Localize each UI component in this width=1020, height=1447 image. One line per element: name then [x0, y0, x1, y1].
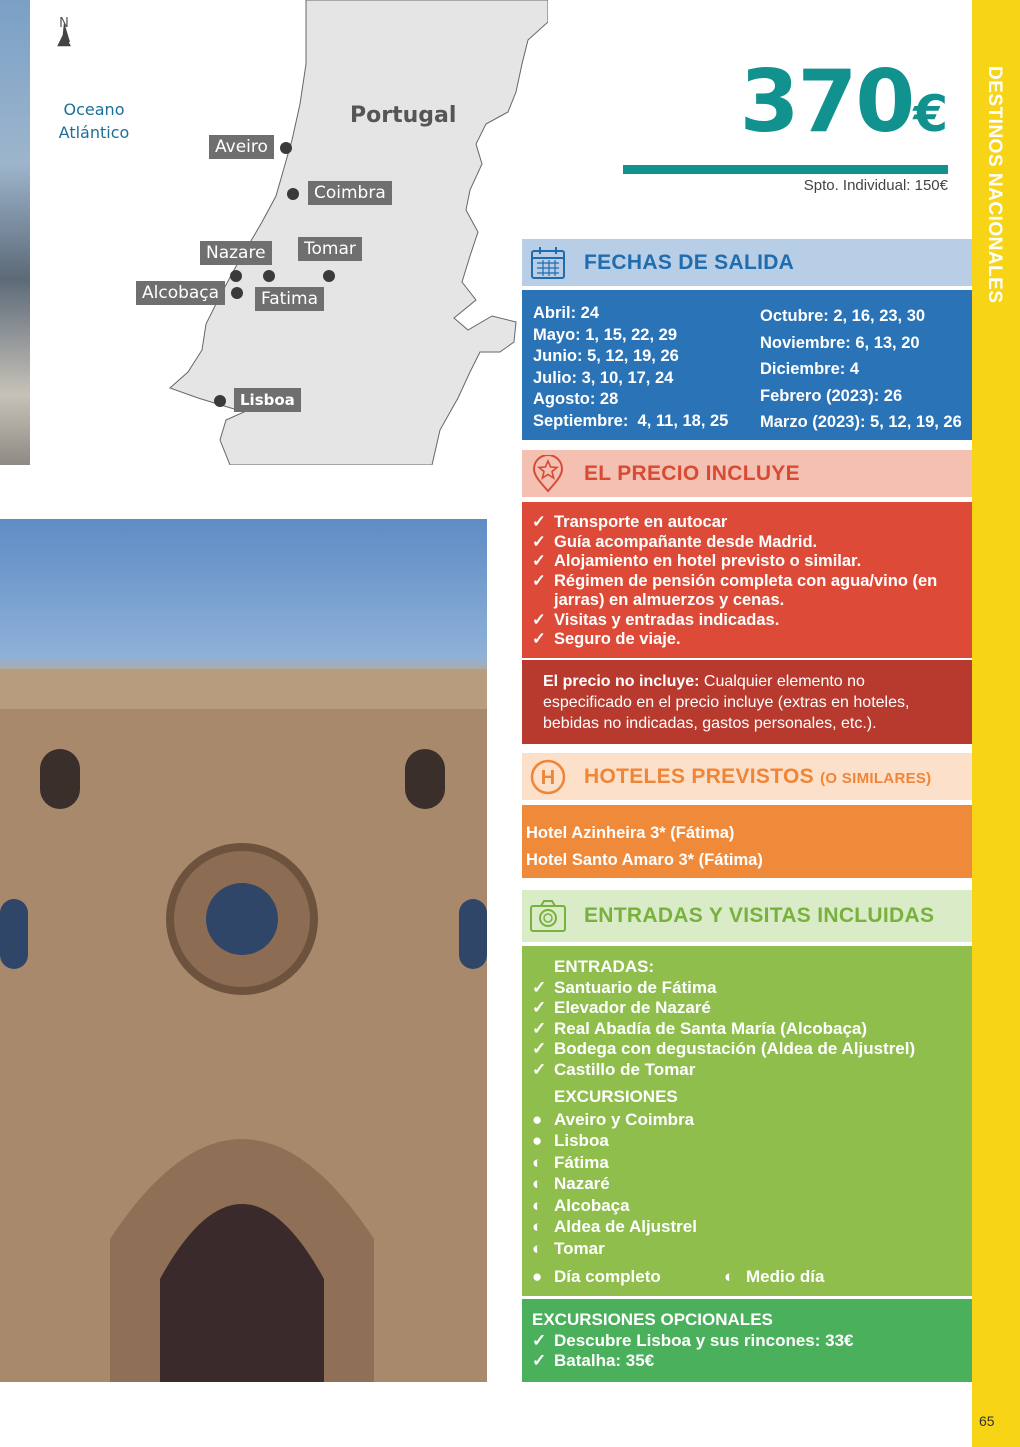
single-supplement: Spto. Individual: 150€ — [803, 177, 948, 194]
city-dot-aveiro — [280, 142, 292, 154]
city-label-tomar: Tomar — [298, 237, 362, 261]
half-day-icon: ◐ — [532, 1217, 543, 1236]
excursion-item: Tomar — [554, 1238, 605, 1258]
hoteles-title — [584, 765, 931, 789]
incluye-item: Guía acompañante desde Madrid. — [554, 532, 818, 551]
city-dot-nazare — [230, 270, 242, 282]
excursion-item: Aveiro y Coimbra — [554, 1109, 695, 1129]
half-day-icon: ◐ — [532, 1174, 543, 1193]
hotel-item: Hotel Azinheira 3* (Fátima) — [526, 824, 735, 842]
list-item — [532, 630, 962, 650]
entrada-item: Santuario de Fátima — [554, 977, 717, 997]
entrada-item: Castillo de Tomar — [554, 1059, 696, 1079]
list-item — [532, 1060, 962, 1081]
city-dot-fatima — [263, 270, 275, 282]
entradas-label: ENTRADAS: — [554, 957, 655, 976]
list-item — [532, 1152, 962, 1174]
list-item — [532, 1039, 962, 1060]
svg-text:H: H — [540, 766, 556, 789]
hoteles-box — [522, 805, 972, 878]
fecha-item: Agosto: 28 — [533, 390, 619, 408]
monastery-photo — [0, 519, 487, 1382]
check-icon: ✓ — [532, 1039, 547, 1058]
check-icon: ✓ — [532, 610, 546, 629]
fecha-item: Junio: 5, 12, 19, 26 — [533, 347, 679, 365]
legend-half-day — [724, 1267, 824, 1288]
opcionales-title: EXCURSIONES OPCIONALES — [532, 1310, 773, 1329]
fechas-column-1 — [533, 303, 728, 432]
price-currency: € — [913, 85, 948, 143]
north-indicator — [54, 16, 74, 47]
opcional-item: Descubre Lisboa y sus rincones: 33€ — [554, 1330, 854, 1350]
city-dot-coimbra — [287, 188, 299, 200]
entradas-box — [522, 946, 972, 1296]
excursion-item: Nazaré — [554, 1174, 610, 1193]
no-incluye-text: Cualquier elemento no especificado en el precio incluye (extras en hoteles, bebidas no indicadas, gastos personales, etc.). — [543, 673, 910, 732]
list-item — [532, 1130, 962, 1152]
incluye-item: Régimen de pensión completa con agua/vino (en jarras) en almuerzos y cenas. — [554, 571, 938, 609]
ocean-label: Oceano Atlántico — [58, 100, 130, 142]
no-incluye-label: El precio no incluye: — [543, 673, 700, 690]
entrada-item: Elevador de Nazaré — [554, 998, 711, 1017]
city-label-fatima: Fatima — [255, 287, 324, 311]
city-label-aveiro: Aveiro — [209, 135, 274, 159]
check-icon: ✓ — [532, 1351, 547, 1370]
page-number: 65 — [979, 1413, 995, 1429]
list-item — [532, 1238, 962, 1260]
half-day-icon: ◐ — [532, 1238, 543, 1258]
map — [30, 0, 548, 465]
legend-full-label: Día completo — [554, 1267, 661, 1286]
check-icon: ✓ — [532, 998, 547, 1017]
incluye-item: Visitas y entradas indicadas. — [554, 610, 780, 629]
fechas-title: FECHAS DE SALIDA — [584, 250, 795, 274]
city-dot-lisboa — [214, 395, 226, 407]
list-item — [532, 1195, 962, 1217]
full-day-icon: ● — [532, 1131, 543, 1150]
check-icon: ✓ — [532, 513, 546, 531]
excursion-item: Aldea de Aljustrel — [554, 1217, 697, 1236]
excursion-item: Fátima — [554, 1152, 609, 1172]
city-label-coimbra: Coimbra — [308, 181, 392, 205]
check-icon: ✓ — [532, 1018, 547, 1038]
half-day-icon: ◐ — [724, 1267, 735, 1286]
city-label-alcobaca: Alcobaça — [136, 281, 225, 305]
list-item — [532, 1216, 962, 1238]
city-label-nazare: Nazare — [200, 241, 272, 265]
hoteles-title-text: HOTELES PREVISTOS — [584, 764, 814, 788]
fecha-item: Octubre: 2, 16, 23, 30 — [760, 307, 926, 325]
full-day-icon: ● — [532, 1267, 543, 1286]
list-item — [532, 552, 962, 572]
opcional-item: Batalha: 35€ — [554, 1351, 655, 1370]
fechas-header — [522, 239, 972, 286]
city-dot-alcobaca — [231, 287, 243, 299]
fecha-item: Julio: 3, 10, 17, 24 — [533, 368, 674, 387]
fecha-item: Diciembre: 4 — [760, 360, 860, 378]
half-day-icon: ◐ — [532, 1152, 543, 1172]
half-day-icon: ◐ — [532, 1195, 543, 1215]
badge-star-icon — [528, 454, 568, 494]
list-item — [532, 1019, 962, 1040]
fechas-box — [522, 290, 972, 440]
check-icon: ✓ — [532, 571, 546, 590]
check-icon: ✓ — [532, 1059, 547, 1079]
check-icon: ✓ — [532, 552, 546, 570]
entrada-item: Real Abadía de Santa María (Alcobaça) — [554, 1018, 868, 1038]
monastery-illustration — [0, 519, 487, 1382]
section-title: DESTINOS NACIONALES — [984, 66, 1005, 304]
list-item — [532, 611, 962, 631]
fecha-item: Marzo (2023): 5, 12, 19, 26 — [760, 413, 962, 431]
incluye-title: EL PRECIO INCLUYE — [584, 461, 800, 485]
fecha-item: Mayo: 1, 15, 22, 29 — [533, 325, 677, 344]
north-arrow-icon: ▲ — [57, 28, 71, 49]
list-item — [532, 1331, 962, 1352]
incluye-header — [522, 450, 972, 497]
list-item — [532, 998, 962, 1019]
fechas-column-2 — [760, 303, 962, 436]
fecha-item: Noviembre: 6, 13, 20 — [760, 333, 920, 352]
check-icon: ✓ — [532, 532, 546, 551]
camera-icon — [528, 896, 568, 936]
legend-half-label: Medio día — [746, 1267, 825, 1286]
check-icon: ✓ — [532, 1330, 547, 1350]
hoteles-subtitle: (O SIMILARES) — [820, 769, 932, 787]
city-label-lisboa: Lisboa — [234, 388, 301, 412]
opcionales-box — [522, 1299, 972, 1382]
hoteles-header — [522, 753, 972, 800]
city-dot-tomar — [323, 270, 335, 282]
incluye-item: Alojamiento en hotel previsto o similar. — [554, 552, 862, 570]
list-item — [532, 533, 962, 553]
legend-full-day — [532, 1267, 724, 1288]
check-icon: ✓ — [532, 977, 547, 997]
entrada-item: Bodega con degustación (Aldea de Aljustrel) — [554, 1039, 916, 1058]
list-item — [532, 1351, 962, 1372]
price-underline — [623, 165, 948, 174]
excursion-item: Alcobaça — [554, 1195, 630, 1215]
incluye-box — [522, 502, 972, 658]
price — [740, 52, 948, 152]
full-day-icon: ● — [532, 1109, 543, 1129]
no-incluye-box — [522, 660, 972, 744]
calendar-icon — [528, 243, 568, 283]
hotel-icon — [528, 757, 568, 797]
list-item — [532, 1173, 962, 1195]
excursion-legend — [532, 1267, 962, 1288]
side-photo — [0, 0, 30, 465]
fecha-item: Abril: 24 — [533, 304, 600, 322]
list-item — [532, 572, 962, 611]
hotel-item: Hotel Santo Amaro 3* (Fátima) — [526, 850, 763, 869]
check-icon: ✓ — [532, 630, 546, 648]
country-label: Portugal — [350, 103, 457, 128]
incluye-item: Transporte en autocar — [554, 513, 728, 531]
entradas-title: ENTRADAS Y VISITAS INCLUIDAS — [584, 904, 935, 927]
fecha-item: Febrero (2023): 26 — [760, 386, 903, 405]
incluye-item: Seguro de viaje. — [554, 630, 681, 648]
entradas-header — [522, 890, 972, 942]
list-item — [532, 978, 962, 999]
excursiones-label: EXCURSIONES — [554, 1087, 678, 1106]
fecha-item: Septiembre: 4, 11, 18, 25 — [533, 411, 729, 430]
list-item — [532, 1109, 962, 1131]
price-amount: 370 — [739, 52, 914, 152]
excursion-item: Lisboa — [554, 1131, 609, 1150]
list-item — [532, 513, 962, 533]
north-label: N — [59, 16, 69, 31]
